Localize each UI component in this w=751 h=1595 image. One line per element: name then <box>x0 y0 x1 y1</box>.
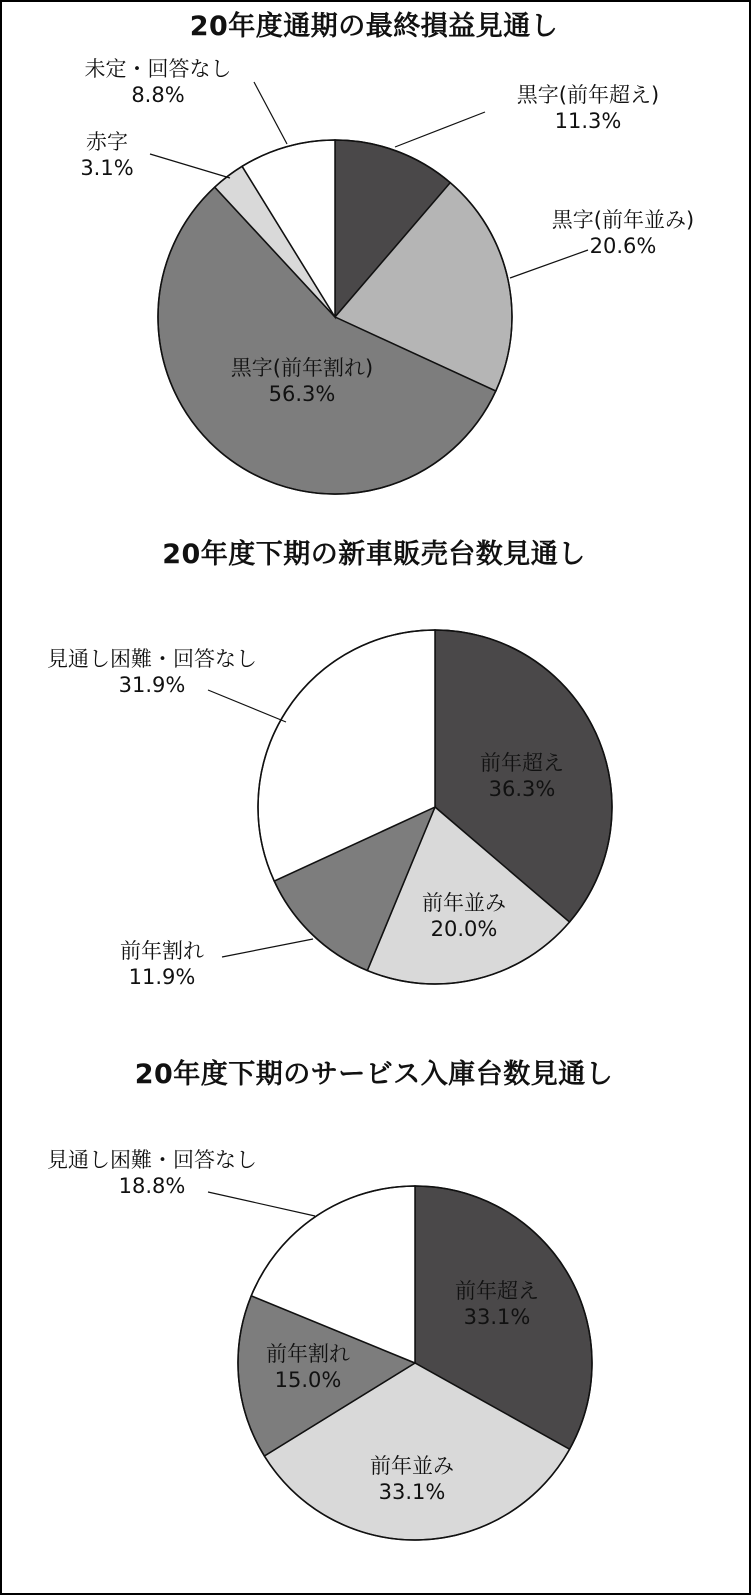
leader-line <box>510 250 588 278</box>
slice-name-label: 前年割れ <box>120 939 204 963</box>
slice-value-label: 20.6% <box>589 234 657 258</box>
leader-line <box>150 154 230 178</box>
slice-value-label: 56.3% <box>268 382 336 406</box>
slice-value-label: 15.0% <box>274 1368 342 1392</box>
slice-value-label: 33.1% <box>463 1305 531 1329</box>
leader-line <box>208 1192 315 1216</box>
leader-line <box>395 112 485 147</box>
leader-line <box>222 939 313 957</box>
slice-name-label: 赤字 <box>86 130 128 154</box>
slice-name-label: 未定・回答なし <box>84 57 232 81</box>
slice-name-label: 黒字(前年割れ) <box>230 356 374 380</box>
pie-chart-1 <box>80 10 694 494</box>
slice-value-label: 33.1% <box>378 1480 446 1504</box>
slice-name-label: 黒字(前年並み) <box>551 208 695 232</box>
slice-value-label: 11.3% <box>554 109 622 133</box>
chart-title: 20年度下期のサービス入庫台数見通し <box>134 1059 614 1090</box>
slice-name-label: 見通し困難・回答なし <box>47 1148 257 1172</box>
chart-title: 20年度通期の最終損益見通し <box>189 11 559 42</box>
leader-line <box>254 82 287 144</box>
slice-value-label: 3.1% <box>80 156 134 180</box>
slice-value-label: 18.8% <box>118 1174 186 1198</box>
pie-chart-3 <box>47 1058 613 1540</box>
pie-chart-2 <box>47 538 612 989</box>
slice-name-label: 前年超え <box>480 751 564 775</box>
slice-value-label: 31.9% <box>118 673 186 697</box>
slice-name-label: 見通し困難・回答なし <box>47 647 257 671</box>
chart-title: 20年度下期の新車販売台数見通し <box>162 539 586 570</box>
slice-name-label: 前年並み <box>370 1454 454 1478</box>
slice-name-label: 前年並み <box>422 891 506 915</box>
slice-name-label: 前年割れ <box>266 1342 350 1366</box>
leader-line <box>208 690 286 722</box>
slice-name-label: 黒字(前年超え) <box>516 83 660 107</box>
slice-value-label: 36.3% <box>488 777 556 801</box>
pie-charts-figure <box>2 2 749 1593</box>
slice-value-label: 8.8% <box>131 83 185 107</box>
slice-value-label: 11.9% <box>128 965 196 989</box>
slice-value-label: 20.0% <box>430 917 498 941</box>
slice-name-label: 前年超え <box>455 1279 539 1303</box>
